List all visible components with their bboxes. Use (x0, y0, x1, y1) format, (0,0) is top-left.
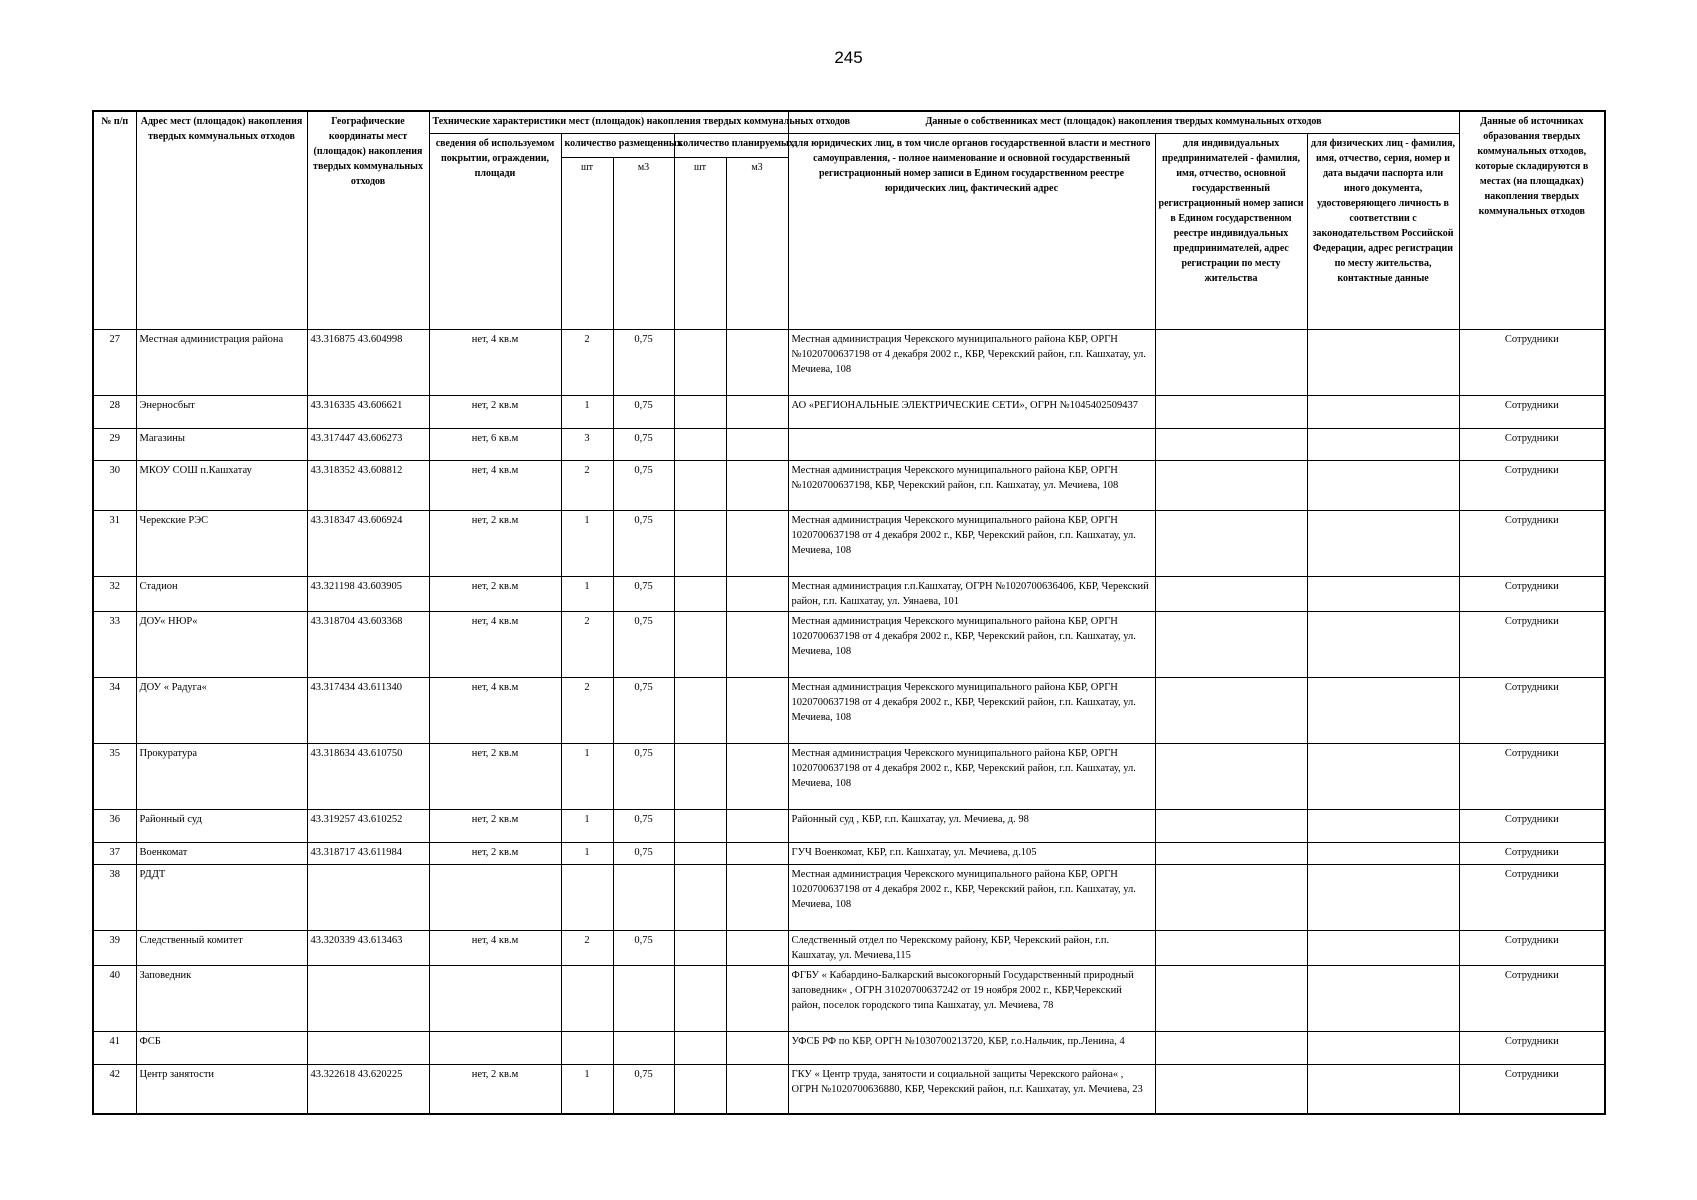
row-planned-m3 (726, 329, 788, 395)
row-cover: нет, 2 кв.м (429, 842, 561, 864)
table-row (93, 460, 1605, 510)
row-owner-person (1307, 1031, 1459, 1064)
table-row (93, 510, 1605, 576)
table-row (93, 1031, 1605, 1064)
table-row (93, 677, 1605, 743)
header-num: № п/п (93, 111, 136, 329)
row-coords (307, 965, 429, 1031)
row-planned-m3 (726, 611, 788, 677)
row-coords (307, 1031, 429, 1064)
row-m3: 0,75 (613, 395, 674, 428)
row-sht: 1 (561, 510, 613, 576)
row-planned-m3 (726, 930, 788, 965)
row-cover: нет, 2 кв.м (429, 576, 561, 611)
row-num: 41 (93, 1031, 136, 1064)
header-unit-sht: шт (561, 157, 613, 329)
row-address: Магазины (136, 428, 307, 460)
row-planned-sht (674, 842, 726, 864)
table-row (93, 965, 1605, 1031)
table-row (93, 395, 1605, 428)
row-sht: 3 (561, 428, 613, 460)
row-m3: 0,75 (613, 930, 674, 965)
row-owner-legal: УФСБ РФ по КБР, ОРГН №1030700213720, КБР, г.о.Нальчик, пр.Ленина, 4 (788, 1031, 1155, 1064)
row-coords: 43.318634 43.610750 (307, 743, 429, 809)
row-planned-m3 (726, 743, 788, 809)
row-owner-ip (1155, 930, 1307, 965)
row-address: ДОУ « Радуга« (136, 677, 307, 743)
row-num: 27 (93, 329, 136, 395)
row-num: 37 (93, 842, 136, 864)
row-m3: 0,75 (613, 842, 674, 864)
row-coords: 43.318704 43.603368 (307, 611, 429, 677)
header-sources: Данные об источниках образования твердых коммунальных отходов, которые складируются в местах (на площадках) накопления твердых коммунальных отходов (1459, 111, 1605, 329)
table-row (93, 576, 1605, 611)
header-unit-m3: м3 (613, 157, 674, 329)
row-owner-person (1307, 611, 1459, 677)
row-owner-legal: Местная администрация Черекского муниципального района КБР, ОРГН №1020700637198, КБР, Черекский район, г.п. Кашхатау, ул. Мечиева, 108 (788, 460, 1155, 510)
table-row (93, 809, 1605, 842)
row-num: 34 (93, 677, 136, 743)
row-owner-legal: Местная администрация Черекского муниципального района КБР, ОРГН 1020700637198 от 4 декабря 2002 г., КБР, Черекский район, г.п. Кашхатау, ул. Мечиева, 108 (788, 510, 1155, 576)
row-sht: 2 (561, 930, 613, 965)
row-sht: 1 (561, 743, 613, 809)
row-owner-ip (1155, 842, 1307, 864)
row-cover (429, 965, 561, 1031)
row-address: Следственный комитет (136, 930, 307, 965)
table-row (93, 611, 1605, 677)
row-coords: 43.318352 43.608812 (307, 460, 429, 510)
header-coords: Географические координаты мест (площадок) накопления твердых коммунальных отходов (307, 111, 429, 329)
row-m3: 0,75 (613, 510, 674, 576)
row-owner-ip (1155, 1064, 1307, 1114)
row-num: 35 (93, 743, 136, 809)
row-sht: 2 (561, 329, 613, 395)
row-planned-sht (674, 677, 726, 743)
row-owner-ip (1155, 611, 1307, 677)
row-coords: 43.317447 43.606273 (307, 428, 429, 460)
row-coords: 43.319257 43.610252 (307, 809, 429, 842)
row-source: Сотрудники (1459, 576, 1605, 611)
row-source: Сотрудники (1459, 842, 1605, 864)
row-m3 (613, 1031, 674, 1064)
row-owner-ip (1155, 576, 1307, 611)
row-m3: 0,75 (613, 809, 674, 842)
row-address: Заповедник (136, 965, 307, 1031)
row-owner-person (1307, 864, 1459, 930)
row-planned-sht (674, 1031, 726, 1064)
row-source: Сотрудники (1459, 395, 1605, 428)
row-owner-legal: Местная администрация Черекского муниципального района КБР, ОРГН 1020700637198 от 4 декабря 2002 г., КБР, Черекский район, г.п. Кашхатау, ул. Мечиева, 108 (788, 611, 1155, 677)
row-source: Сотрудники (1459, 743, 1605, 809)
row-owner-ip (1155, 1031, 1307, 1064)
row-source: Сотрудники (1459, 1031, 1605, 1064)
row-cover: нет, 2 кв.м (429, 395, 561, 428)
row-address: ФСБ (136, 1031, 307, 1064)
row-sht: 1 (561, 1064, 613, 1114)
row-planned-m3 (726, 395, 788, 428)
row-owner-legal: Местная администрация Черекского муниципального района КБР, ОРГН 1020700637198 от 4 декабря 2002 г., КБР, Черекский район, г.п. Кашхатау, ул. Мечиева, 108 (788, 743, 1155, 809)
header-owner-legal: для юридических лиц, в том числе органов государственной власти и местного самоуправления, - полное наименование и основной государственный регистрационный номер записи в Едином государственном реестре юридических лиц, фактический адрес (788, 133, 1155, 329)
row-source: Сотрудники (1459, 460, 1605, 510)
row-coords: 43.317434 43.611340 (307, 677, 429, 743)
row-sht: 2 (561, 460, 613, 510)
row-num: 33 (93, 611, 136, 677)
header-unit-sht-planned: шт (674, 157, 726, 329)
row-coords: 43.316875 43.604998 (307, 329, 429, 395)
row-m3 (613, 965, 674, 1031)
row-planned-sht (674, 965, 726, 1031)
row-planned-m3 (726, 864, 788, 930)
row-num: 31 (93, 510, 136, 576)
row-owner-person (1307, 329, 1459, 395)
row-planned-sht (674, 809, 726, 842)
row-planned-m3 (726, 460, 788, 510)
row-coords: 43.322618 43.620225 (307, 1064, 429, 1114)
row-owner-legal: Районный суд , КБР, г.п. Кашхатау, ул. Мечиева, д. 98 (788, 809, 1155, 842)
row-owner-person (1307, 510, 1459, 576)
row-planned-m3 (726, 1031, 788, 1064)
row-coords (307, 864, 429, 930)
row-m3: 0,75 (613, 1064, 674, 1114)
row-owner-ip (1155, 428, 1307, 460)
row-sht: 1 (561, 395, 613, 428)
row-m3: 0,75 (613, 329, 674, 395)
row-address: Центр занятости (136, 1064, 307, 1114)
row-owner-person (1307, 965, 1459, 1031)
row-num: 32 (93, 576, 136, 611)
row-address: РДДТ (136, 864, 307, 930)
row-cover: нет, 4 кв.м (429, 329, 561, 395)
row-source: Сотрудники (1459, 864, 1605, 930)
row-cover: нет, 4 кв.м (429, 930, 561, 965)
row-planned-sht (674, 428, 726, 460)
table-row (93, 428, 1605, 460)
row-owner-person (1307, 677, 1459, 743)
row-owner-person (1307, 1064, 1459, 1114)
table-row (93, 1064, 1605, 1114)
row-num: 36 (93, 809, 136, 842)
row-sht (561, 1031, 613, 1064)
row-planned-sht (674, 864, 726, 930)
row-owner-legal: ГУЧ Военкомат, КБР, г.п. Кашхатау, ул. Мечиева, д.105 (788, 842, 1155, 864)
row-num: 40 (93, 965, 136, 1031)
row-planned-sht (674, 576, 726, 611)
header-address: Адрес мест (площадок) накопления твердых коммунальных отходов (136, 111, 307, 329)
row-source: Сотрудники (1459, 1064, 1605, 1114)
header-tech-cover: сведения об используемом покрытии, ограждении, площади (429, 133, 561, 329)
row-owner-person (1307, 460, 1459, 510)
header-owner-person: для физических лиц - фамилия, имя, отчество, серия, номер и дата выдачи паспорта или иного документа, удостоверяющего личность в соответствии с законодательством Российской Федерации, адрес регистрации по месту жительства, контактные данные (1307, 133, 1459, 329)
table-row (93, 930, 1605, 965)
row-owner-legal (788, 428, 1155, 460)
row-source: Сотрудники (1459, 809, 1605, 842)
row-source: Сотрудники (1459, 428, 1605, 460)
row-source: Сотрудники (1459, 677, 1605, 743)
row-address: ДОУ« НЮР« (136, 611, 307, 677)
row-cover (429, 1031, 561, 1064)
row-coords: 43.318717 43.611984 (307, 842, 429, 864)
row-address: Прокуратура (136, 743, 307, 809)
row-planned-m3 (726, 965, 788, 1031)
row-cover: нет, 4 кв.м (429, 460, 561, 510)
row-owner-person (1307, 576, 1459, 611)
row-owner-legal: ГКУ « Центр труда, занятости и социальной защиты Черекского района« , ОГРН №1020700636880, КБР, Черекский район, п.г. Кашхатау, ул. Мечиева, 23 (788, 1064, 1155, 1114)
row-owner-ip (1155, 809, 1307, 842)
row-owner-ip (1155, 677, 1307, 743)
row-source: Сотрудники (1459, 510, 1605, 576)
table-row (93, 329, 1605, 395)
row-planned-sht (674, 510, 726, 576)
row-sht: 1 (561, 576, 613, 611)
row-address: Черекские РЭС (136, 510, 307, 576)
row-planned-m3 (726, 677, 788, 743)
page-number: 245 (834, 48, 863, 67)
row-address: МКОУ СОШ п.Кашхатау (136, 460, 307, 510)
row-cover: нет, 4 кв.м (429, 611, 561, 677)
row-sht: 1 (561, 809, 613, 842)
row-num: 38 (93, 864, 136, 930)
header-tech: Технические характеристики мест (площадок) накопления твердых коммунальных отходов (429, 111, 788, 133)
row-m3: 0,75 (613, 677, 674, 743)
row-address: Стадион (136, 576, 307, 611)
row-m3 (613, 864, 674, 930)
header-unit-m3-planned: м3 (726, 157, 788, 329)
row-planned-sht (674, 329, 726, 395)
row-address: Энерносбыт (136, 395, 307, 428)
header-owner-ip: для индивидуальных предпринимателей - фамилия, имя, отчество, основной государственный регистрационный номер записи в Едином государственном реестре индивидуальных предпринимателей, адрес регистрации по месту жительства (1155, 133, 1307, 329)
row-owner-person (1307, 743, 1459, 809)
table-row (93, 864, 1605, 930)
row-address: Местная администрация района (136, 329, 307, 395)
row-owner-legal: Местная администрация Черекского муниципального района КБР, ОРГН 1020700637198 от 4 декабря 2002 г., КБР, Черекский район, г.п. Кашхатау, ул. Мечиева, 108 (788, 677, 1155, 743)
row-cover: нет, 2 кв.м (429, 1064, 561, 1114)
row-owner-legal: ФГБУ « Кабардино-Балкарский высокогорный Государственный природный заповедник« , ОГРН 31020700637242 от 19 ноября 2002 г., КБР,Черекский район, поселок городского типа Кашхатау, ул. Мечиева, 78 (788, 965, 1155, 1031)
row-sht: 2 (561, 677, 613, 743)
row-owner-person (1307, 809, 1459, 842)
row-owner-legal: Местная администрация Черекского муниципального района КБР, ОРГН №1020700637198 от 4 декабря 2002 г., КБР, Черекский район, г.п. Кашхатау, ул. Мечиева, 108 (788, 329, 1155, 395)
row-num: 39 (93, 930, 136, 965)
row-cover: нет, 2 кв.м (429, 510, 561, 576)
row-num: 28 (93, 395, 136, 428)
row-m3: 0,75 (613, 428, 674, 460)
row-coords: 43.321198 43.603905 (307, 576, 429, 611)
row-owner-legal: Местная администрация Черекского муниципального района КБР, ОРГН 1020700637198 от 4 декабря 2002 г., КБР, Черекский район, г.п. Кашхатау, ул. Мечиева, 108 (788, 864, 1155, 930)
row-source: Сотрудники (1459, 930, 1605, 965)
row-owner-person (1307, 842, 1459, 864)
row-owner-ip (1155, 510, 1307, 576)
header-owners: Данные о собственниках мест (площадок) накопления твердых коммунальных отходов (788, 111, 1459, 133)
row-sht: 2 (561, 611, 613, 677)
row-cover (429, 864, 561, 930)
row-planned-m3 (726, 576, 788, 611)
header-count-placed: количество размещенных (561, 133, 674, 157)
row-cover: нет, 4 кв.м (429, 677, 561, 743)
row-cover: нет, 2 кв.м (429, 809, 561, 842)
table-row (93, 842, 1605, 864)
row-planned-sht (674, 460, 726, 510)
row-coords: 43.320339 43.613463 (307, 930, 429, 965)
row-source: Сотрудники (1459, 611, 1605, 677)
row-address: Военкомат (136, 842, 307, 864)
row-owner-ip (1155, 965, 1307, 1031)
row-num: 29 (93, 428, 136, 460)
row-cover: нет, 2 кв.м (429, 743, 561, 809)
row-planned-sht (674, 395, 726, 428)
row-num: 42 (93, 1064, 136, 1114)
row-planned-sht (674, 1064, 726, 1114)
table-header (93, 111, 1605, 329)
row-planned-sht (674, 930, 726, 965)
row-m3: 0,75 (613, 743, 674, 809)
row-m3: 0,75 (613, 611, 674, 677)
header-count-planned: количество планируемых (674, 133, 788, 157)
row-m3: 0,75 (613, 576, 674, 611)
row-m3: 0,75 (613, 460, 674, 510)
row-owner-ip (1155, 864, 1307, 930)
row-planned-m3 (726, 428, 788, 460)
row-coords: 43.318347 43.606924 (307, 510, 429, 576)
row-owner-person (1307, 395, 1459, 428)
row-address: Районный суд (136, 809, 307, 842)
row-planned-m3 (726, 809, 788, 842)
row-sht (561, 965, 613, 1031)
row-owner-ip (1155, 395, 1307, 428)
row-owner-ip (1155, 329, 1307, 395)
row-cover: нет, 6 кв.м (429, 428, 561, 460)
table-body (93, 329, 1605, 1114)
row-coords: 43.316335 43.606621 (307, 395, 429, 428)
row-sht: 1 (561, 842, 613, 864)
row-owner-legal: Следственный отдел по Черекскому району, КБР, Черекский район, г.п. Кашхатау, ул. Мечиева,115 (788, 930, 1155, 965)
row-owner-ip (1155, 460, 1307, 510)
row-planned-m3 (726, 1064, 788, 1114)
row-owner-legal: АО «РЕГИОНАЛЬНЫЕ ЭЛЕКТРИЧЕСКИЕ СЕТИ», ОГРН №1045402509437 (788, 395, 1155, 428)
row-planned-sht (674, 611, 726, 677)
row-owner-person (1307, 930, 1459, 965)
waste-sites-table (92, 110, 1606, 1115)
row-owner-legal: Местная администрация г.п.Кашхатау, ОГРН №1020700636406, КБР, Черекский район, г.п. Кашхатау, ул. Уянаева, 101 (788, 576, 1155, 611)
row-num: 30 (93, 460, 136, 510)
row-planned-sht (674, 743, 726, 809)
row-owner-person (1307, 428, 1459, 460)
row-planned-m3 (726, 510, 788, 576)
row-planned-m3 (726, 842, 788, 864)
row-source: Сотрудники (1459, 329, 1605, 395)
table-row (93, 743, 1605, 809)
row-sht (561, 864, 613, 930)
row-source: Сотрудники (1459, 965, 1605, 1031)
row-owner-ip (1155, 743, 1307, 809)
